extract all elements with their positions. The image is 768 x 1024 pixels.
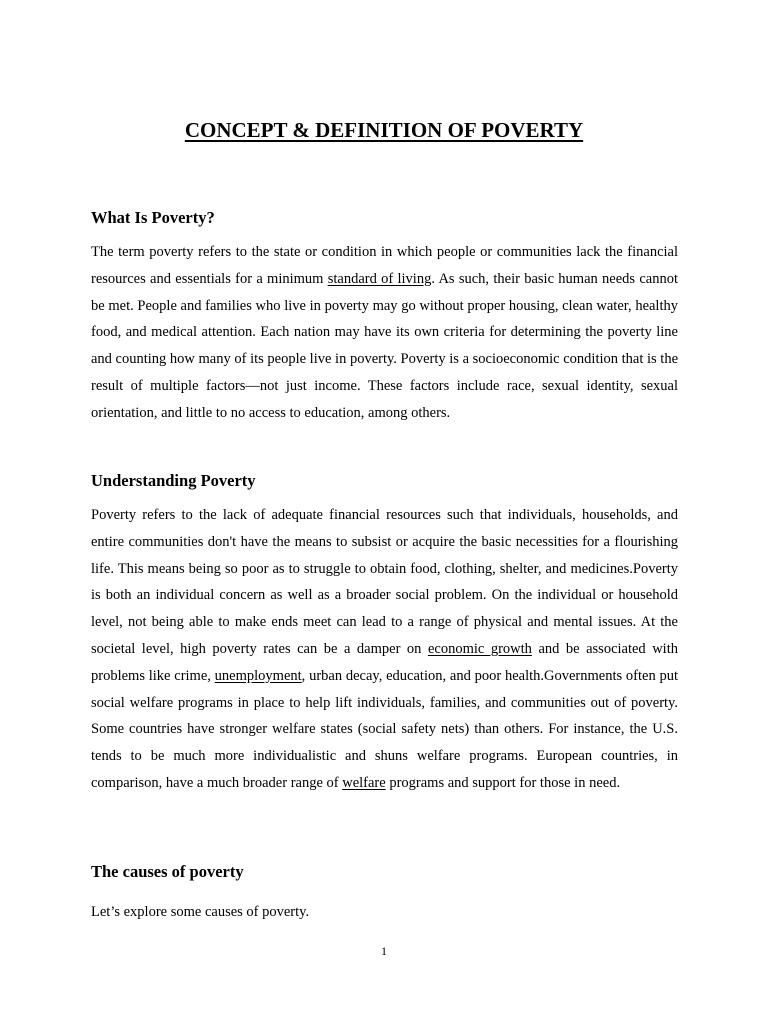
text-run: programs and support for those in need. <box>385 774 621 791</box>
section-heading-understanding-poverty: Understanding Poverty <box>91 471 256 490</box>
text-run: , urban decay, education, and poor health.Governments often put social welfare programs in place to help lift individuals, families, and communities out of poverty. Some countries have stronger welfare states (social safety nets) than others. For instance, the U.S. tends to be much more individualistic and shuns welfare programs. European countries, in comparison, have a much broader range of <box>91 667 678 791</box>
paragraph-understanding-poverty <box>91 502 678 797</box>
page-title-text: CONCEPT & DEFINITION OF POVERTY <box>184 118 584 142</box>
section-heading-what-is-poverty: What Is Poverty? <box>91 208 215 227</box>
section-heading-causes-of-poverty: The causes of poverty <box>91 862 244 881</box>
link-economic-growth[interactable]: economic growth <box>427 640 532 657</box>
text-run: Poverty refers to the lack of adequate financial resources such that individuals, households, and entire communities don't have the means to subsist or acquire the basic necessities for a flourishing life. This means being so poor as to struggle to obtain food, clothing, shelter, and medicines.Poverty is both an individual concern as well as a broader social problem. On the individual or household level, not being able to make ends meet can lead to a range of physical and mental issues. At the societal level, high poverty rates can be a damper on <box>91 507 678 657</box>
link-standard-of-living[interactable]: standard of living <box>327 270 432 287</box>
text-run: and be associated with problems like crime, <box>91 640 678 684</box>
text-run: The term poverty refers to the state or condition in which people or communities lack the financial resources and essentials for a minimum <box>91 244 678 287</box>
paragraph-what-is-poverty <box>91 239 678 427</box>
text-run: . As such, their basic human needs cannot be met. People and families who live in poverty may go without proper housing, clean water, healthy food, and medical attention. Each nation may have its own criteria for determining the poverty line and counting how many of its people live in poverty. Poverty is a socioeconomic condition that is the result of multiple factors—not just income. These factors include race, sexual identity, sexual orientation, and little to no access to education, among others. <box>91 270 679 421</box>
paragraph-causes-of-poverty <box>91 899 678 926</box>
link-unemployment[interactable]: unemployment <box>214 667 302 684</box>
page-number: 1 <box>381 944 387 958</box>
page-title <box>0 115 768 145</box>
link-welfare[interactable]: welfare <box>342 774 386 791</box>
text-run: Let’s explore some causes of poverty. <box>91 904 310 920</box>
